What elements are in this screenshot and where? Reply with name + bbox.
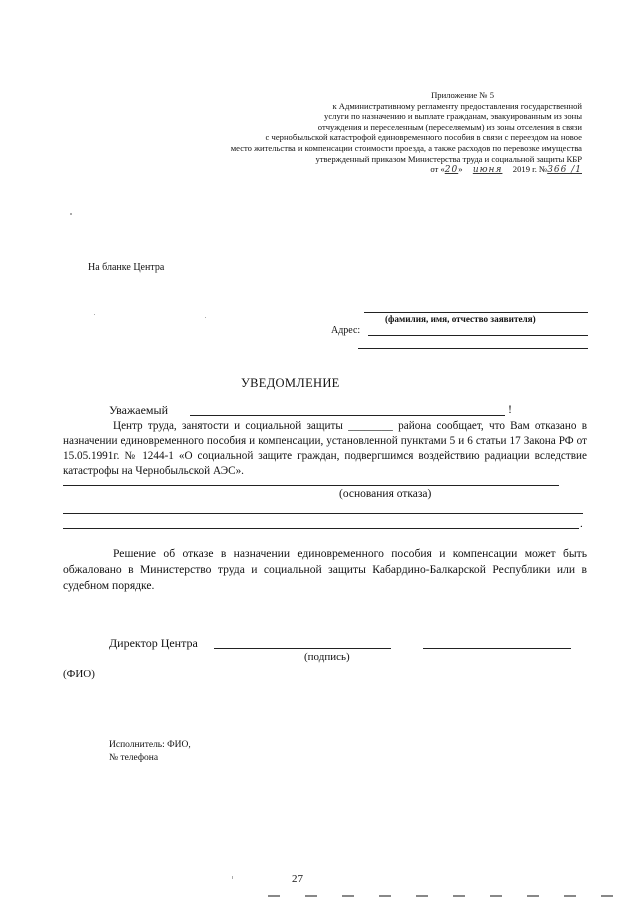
executor-name: Исполнитель: ФИО, bbox=[109, 740, 191, 750]
greeting-label: Уважаемый bbox=[109, 403, 168, 417]
scan-edge-mark bbox=[342, 895, 354, 897]
scan-speck bbox=[205, 317, 206, 318]
refusal-end: . bbox=[580, 518, 583, 530]
refusal-line-1 bbox=[63, 485, 559, 486]
page-number: 27 bbox=[292, 873, 303, 885]
address-line-2 bbox=[358, 348, 588, 349]
header-line-2: к Административному регламенту предоставления государственной bbox=[332, 100, 582, 111]
date-mid: » bbox=[458, 164, 463, 175]
date-year: 2019 г. № bbox=[512, 164, 548, 175]
address-label: Адрес: bbox=[331, 325, 361, 336]
header-line-annex: Приложение № 5 bbox=[431, 90, 494, 100]
scan-edge-mark bbox=[379, 895, 391, 897]
scan-edge-mark bbox=[453, 895, 465, 897]
header-date-line bbox=[231, 164, 582, 176]
signature-caption: (подпись) bbox=[304, 651, 350, 663]
scan-edge-mark bbox=[416, 895, 428, 897]
scan-edge-mark bbox=[527, 895, 539, 897]
scan-speck bbox=[70, 213, 72, 215]
date-month: июня bbox=[472, 165, 503, 176]
scan-edge-mark bbox=[601, 895, 613, 897]
applicant-fio-caption: (фамилия, имя, отчество заявителя) bbox=[385, 314, 536, 324]
date-prefix: от « bbox=[430, 164, 445, 175]
header-line-6: место жительства и компенсации стоимости проезда, а также расходов по перевозке имущества bbox=[230, 142, 582, 153]
blank-label: На бланке Центра bbox=[88, 262, 165, 273]
fio-caption: (ФИО) bbox=[63, 668, 95, 680]
refusal-line-2 bbox=[63, 513, 583, 514]
date-number: 366 /1 bbox=[547, 165, 582, 176]
scan-edge-mark bbox=[268, 895, 280, 897]
director-label: Директор Центра bbox=[109, 636, 198, 650]
approval-header bbox=[231, 90, 582, 176]
refusal-caption: (основания отказа) bbox=[339, 488, 432, 500]
scan-speck bbox=[94, 314, 95, 315]
applicant-name-line bbox=[364, 312, 588, 313]
refusal-paragraph: Центр труда, занятости и социальной защиты ________ района сообщает, что Вам отказано в назначении единовременного пособия и компенсации, установленной пунктами 5 и 6 статьи 17 Закона РФ от 15.05.1991г. № 1244-1 «О социальной защите граждан, подвергшимся воздействию радиации вследствие катастрофы на Чернобыльской АЭС». bbox=[63, 420, 587, 477]
refusal-line-3 bbox=[63, 528, 579, 529]
scan-speck bbox=[232, 876, 233, 879]
scan-edge-mark bbox=[305, 895, 317, 897]
signature-line bbox=[214, 648, 391, 649]
notice-title: УВЕДОМЛЕНИЕ bbox=[241, 376, 340, 390]
header-line-4: отчуждения и переселенным (переселяемым) из зоны отселения в связи bbox=[317, 121, 582, 132]
fio-line bbox=[423, 648, 571, 649]
greeting-name-line bbox=[190, 415, 505, 416]
scan-edge-mark bbox=[490, 895, 502, 897]
date-day: 20 bbox=[444, 165, 459, 176]
header-line-7: утвержденный приказом Министерства труда и социальной защиты КБР bbox=[315, 153, 582, 164]
appeal-paragraph: Решение об отказе в назначении единовременного пособия и компенсации может быть обжаловано в Министерство труда и социальной защиты Кабардино-Балкарской Республики или в судебном порядке. bbox=[63, 547, 587, 592]
header-line-3: услуги по назначению и выплате гражданам, эвакуированным из зоны bbox=[324, 111, 582, 122]
scan-edge-mark bbox=[564, 895, 576, 897]
header-line-5: с чернобыльской катастрофой единовременного пособия в связи с переездом на новое bbox=[265, 132, 582, 143]
address-line-1 bbox=[368, 335, 588, 336]
greeting-end: ! bbox=[508, 402, 512, 416]
executor-phone: № телефона bbox=[109, 753, 159, 763]
